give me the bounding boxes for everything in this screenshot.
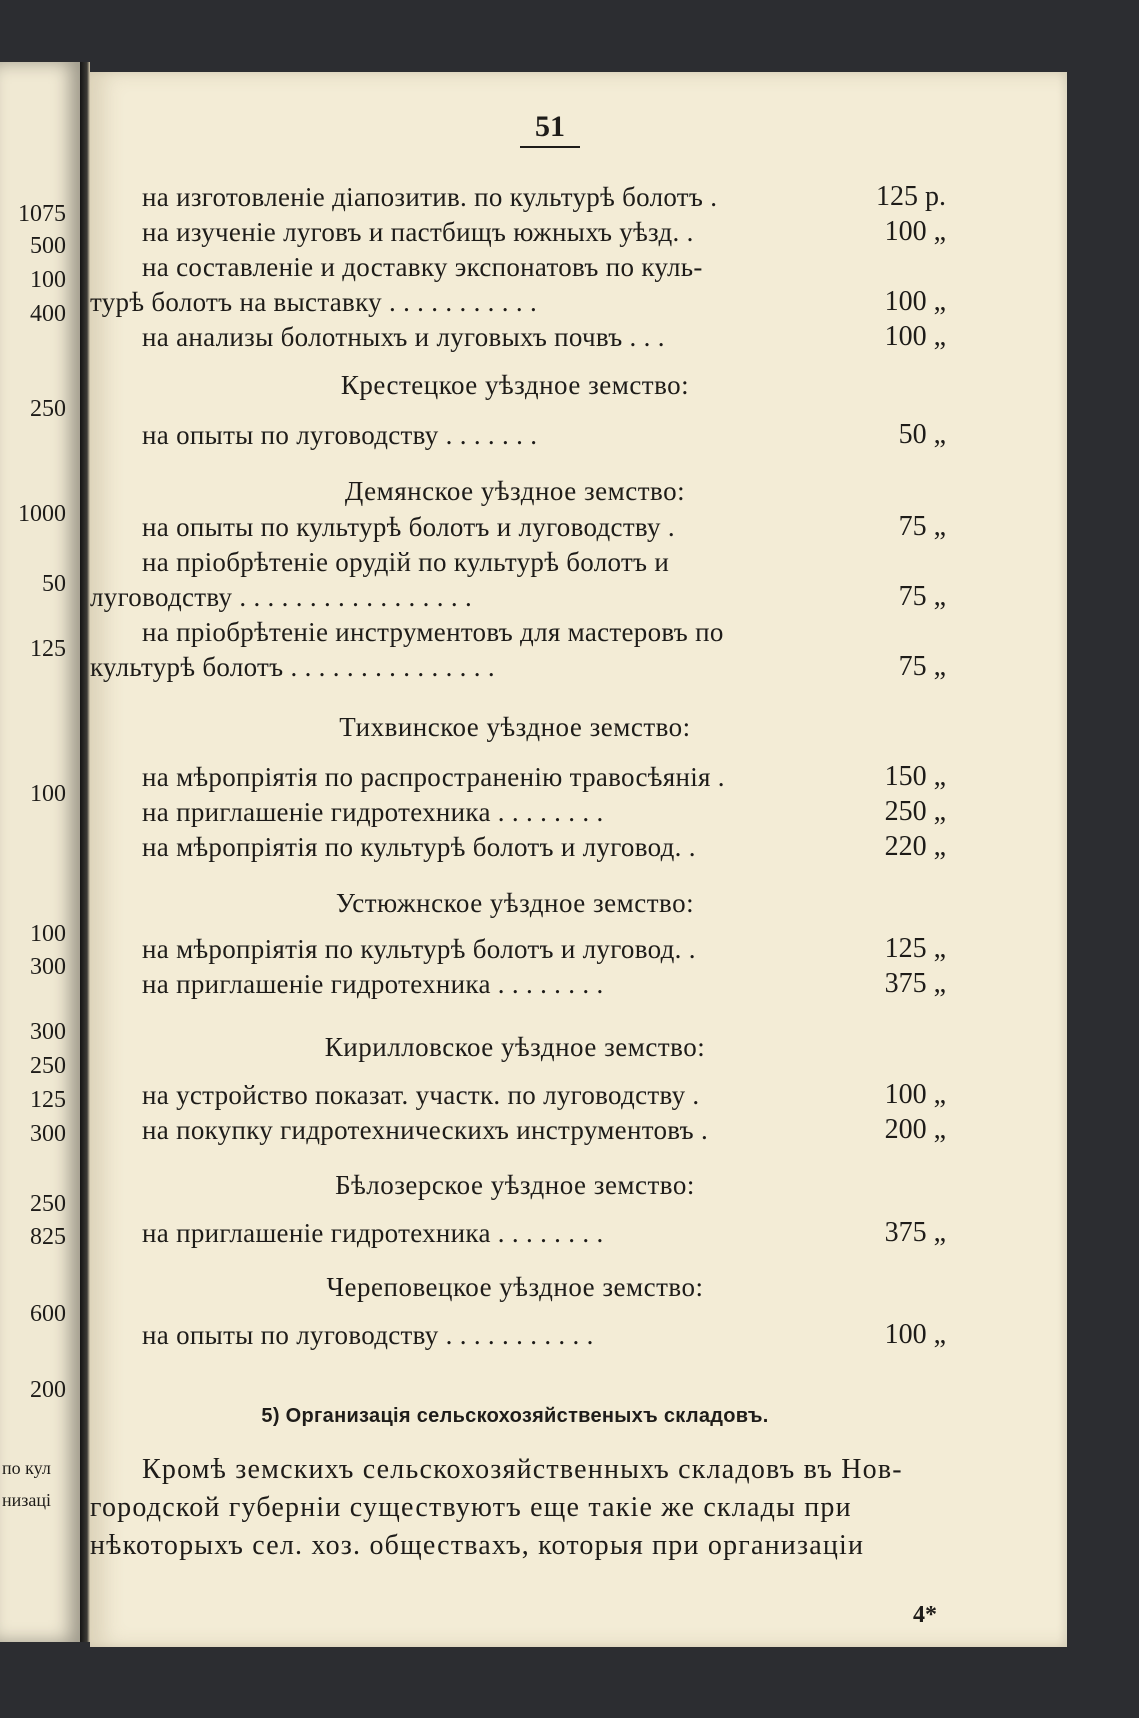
list-item: на анализы болотныхъ и луговыхъ почвъ . . . xyxy=(142,322,665,352)
signature-mark: 4* xyxy=(913,1602,937,1628)
page xyxy=(90,72,1067,1647)
left-page-number: 100 xyxy=(30,921,66,947)
list-item: на мѣропріятія по распространенію травосѣянія . xyxy=(142,762,725,792)
page-number: 51 xyxy=(520,110,580,148)
amount: 75 „ xyxy=(898,581,946,612)
amount: 100 „ xyxy=(884,1079,946,1110)
left-page-number: 100 xyxy=(30,267,66,293)
left-page-text: низаці xyxy=(2,1490,51,1510)
list-item: на приглашеніе гидротехника . . . . . . . . xyxy=(142,797,604,827)
left-page-number: 825 xyxy=(30,1224,66,1250)
list-item: на составленіе и доставку экспонатовъ по куль- xyxy=(142,252,703,282)
list-item: луговодству . . . . . . . . . . . . . . . . . xyxy=(90,582,473,612)
amount: 125 „ xyxy=(884,933,946,964)
book-gutter xyxy=(80,62,90,1642)
left-page-number: 400 xyxy=(30,301,66,327)
list-item: на опыты по культурѣ болотъ и луговодству . xyxy=(142,512,675,542)
amount: 375 „ xyxy=(884,1217,946,1248)
left-page-number: 100 xyxy=(30,781,66,807)
list-item: на пріобрѣтеніе орудій по культурѣ болотъ и xyxy=(142,547,670,577)
amount: 125 р. xyxy=(876,181,946,212)
amount: 100 „ xyxy=(884,1319,946,1350)
left-page-number: 200 xyxy=(30,1377,66,1403)
left-page-number: 250 xyxy=(30,1191,66,1217)
section-heading: Демянское уѣздное земство: xyxy=(344,476,686,506)
left-page-number: 600 xyxy=(30,1301,66,1327)
list-item: на опыты по луговодству . . . . . . . . . . . xyxy=(142,1320,594,1350)
left-page-number: 250 xyxy=(30,1053,66,1079)
left-page-number: 300 xyxy=(30,1121,66,1147)
left-page-number: 300 xyxy=(30,1019,66,1045)
amount: 100 „ xyxy=(884,321,946,352)
list-item: на устройство показат. участк. по луговодству . xyxy=(142,1080,700,1110)
left-page-number: 500 xyxy=(30,233,66,259)
list-item: на приглашеніе гидротехника . . . . . . . . xyxy=(142,969,604,999)
section-title: 5) Организація сельскохозяйственыхъ складовъ. xyxy=(261,1405,769,1427)
section-heading: Кирилловское уѣздное земство: xyxy=(324,1032,706,1062)
left-page-text: по кул xyxy=(2,1458,51,1478)
list-item: на изготовленіе діапозитив. по культурѣ болотъ . xyxy=(142,182,718,212)
section-heading: Крестецкое уѣздное земство: xyxy=(340,370,690,400)
left-page-number: 1075 xyxy=(18,201,66,227)
list-item: на мѣропріятія по культурѣ болотъ и луговод. . xyxy=(142,934,696,964)
list-item: на приглашеніе гидротехника . . . . . . . . xyxy=(142,1218,604,1248)
list-item: на изученіе луговъ и пастбищъ южныхъ уѣзд. . xyxy=(142,217,694,247)
list-item: на опыты по луговодству . . . . . . . xyxy=(142,420,538,450)
amount: 200 „ xyxy=(884,1114,946,1145)
amount: 220 „ xyxy=(884,831,946,862)
left-page-number: 1000 xyxy=(18,501,66,527)
amount: 75 „ xyxy=(898,511,946,542)
list-item: турѣ болотъ на выставку . . . . . . . . . . . xyxy=(90,287,538,317)
amount: 100 „ xyxy=(884,286,946,317)
section-heading: Тихвинское уѣздное земство: xyxy=(339,712,691,742)
list-item: культурѣ болотъ . . . . . . . . . . . . . . . xyxy=(90,652,495,682)
left-page-number: 125 xyxy=(30,636,66,662)
section-heading: Череповецкое уѣздное земство: xyxy=(326,1272,704,1302)
paragraph-line: нѣкоторыхъ сел. хоз. обществахъ, которыя при организаціи xyxy=(90,1530,865,1561)
list-item: на мѣропріятія по культурѣ болотъ и луговод. . xyxy=(142,832,696,862)
list-item: на покупку гидротехническихъ инструментовъ . xyxy=(142,1115,709,1145)
amount: 75 „ xyxy=(898,651,946,682)
amount: 150 „ xyxy=(884,761,946,792)
section-heading: Бѣлозерское уѣздное земство: xyxy=(335,1170,695,1200)
amount: 250 „ xyxy=(884,796,946,827)
paragraph-line: Кромѣ земскихъ сельскохозяйственныхъ складовъ въ Нов- xyxy=(142,1454,903,1485)
left-page-number: 50 xyxy=(42,571,66,597)
left-page-number: 300 xyxy=(30,954,66,980)
section-heading: Устюжнское уѣздное земство: xyxy=(335,888,695,918)
paragraph-line: городской губерніи существуютъ еще такіе же склады при xyxy=(90,1492,852,1523)
amount: 50 „ xyxy=(898,419,946,450)
amount: 100 „ xyxy=(884,216,946,247)
left-page-number: 125 xyxy=(30,1087,66,1113)
left-page-number: 250 xyxy=(30,396,66,422)
amount: 375 „ xyxy=(884,968,946,999)
left-page-fragment xyxy=(0,62,80,1642)
list-item: на пріобрѣтеніе инструментовъ для мастеровъ по xyxy=(142,617,724,647)
